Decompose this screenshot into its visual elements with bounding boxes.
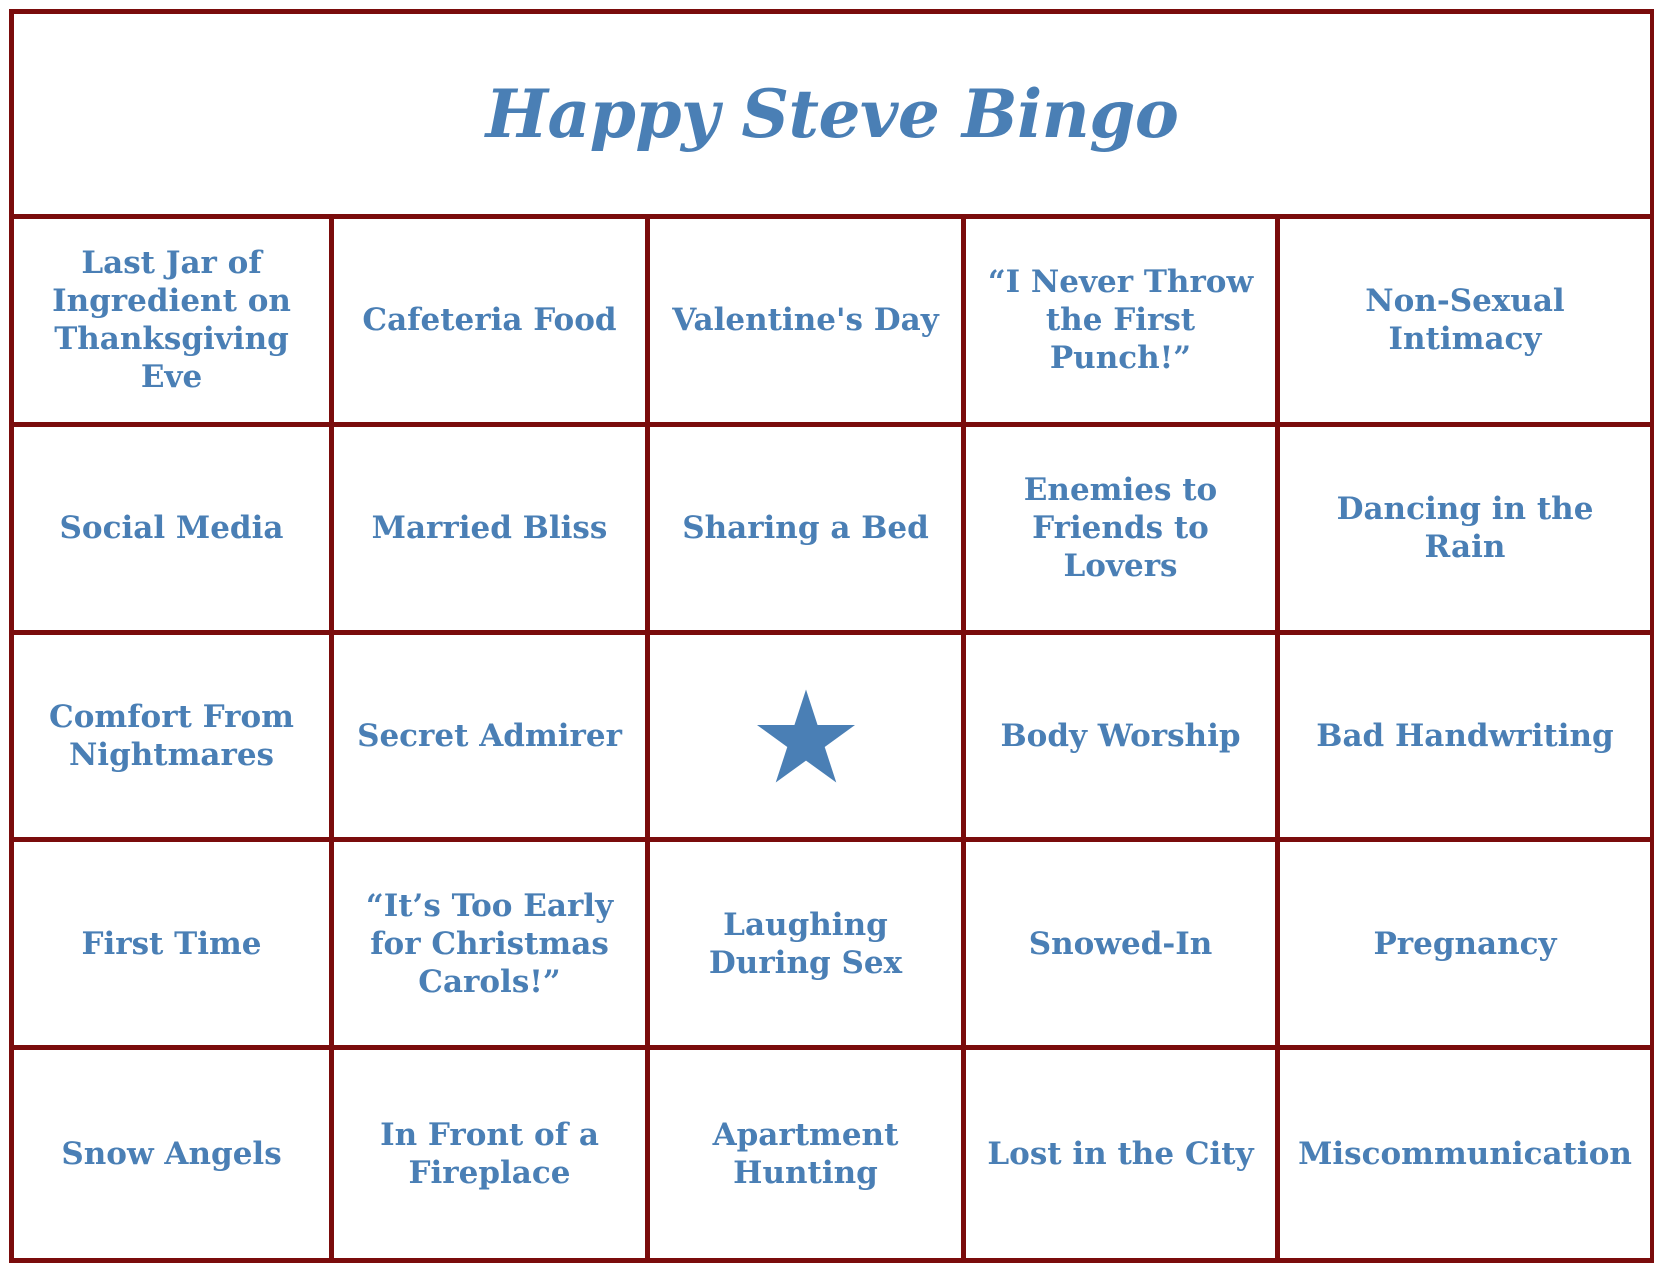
cell-label: Comfort From Nightmares xyxy=(49,698,294,773)
cell-label: Miscommunication xyxy=(1298,1136,1632,1173)
cell-label: Social Media xyxy=(59,510,284,547)
bingo-cell xyxy=(966,1050,1280,1258)
cell-label: Pregnancy xyxy=(1373,925,1557,962)
cell-label: Married Bliss xyxy=(371,510,608,547)
bingo-cell xyxy=(14,427,334,635)
title-cell xyxy=(14,14,1650,219)
cell-label: Sharing a Bed xyxy=(682,510,929,547)
bingo-cell xyxy=(14,1050,334,1258)
cell-label: Lost in the City xyxy=(987,1136,1254,1173)
cell-label: In Front of a Fireplace xyxy=(380,1117,599,1192)
free-space-cell xyxy=(650,635,966,843)
bingo-cell xyxy=(1280,427,1650,635)
bingo-cell xyxy=(650,427,966,635)
cell-label: Enemies to Friends to Lovers xyxy=(1023,472,1218,585)
cell-label: Apartment Hunting xyxy=(712,1117,899,1192)
bingo-card xyxy=(9,9,1654,1263)
cell-label: “It’s Too Early for Christmas Carols!” xyxy=(365,887,614,1000)
bingo-cell xyxy=(650,219,966,427)
cell-label: Non-Sexual Intimacy xyxy=(1365,283,1565,358)
cell-label: Last Jar of Ingredient on Thanksgiving Eve xyxy=(52,245,291,396)
bingo-cell xyxy=(650,1050,966,1258)
cell-label: Cafeteria Food xyxy=(362,302,617,339)
cell-label: Bad Handwriting xyxy=(1316,717,1614,754)
bingo-cell xyxy=(1280,219,1650,427)
cell-label: Dancing in the Rain xyxy=(1336,491,1594,566)
star-icon xyxy=(757,689,855,783)
bingo-cell xyxy=(14,635,334,843)
bingo-cell xyxy=(334,427,650,635)
cell-label: Laughing During Sex xyxy=(708,906,903,981)
cell-label: Secret Admirer xyxy=(357,717,622,754)
bingo-cell xyxy=(1280,1050,1650,1258)
bingo-cell xyxy=(966,842,1280,1050)
bingo-cell xyxy=(966,427,1280,635)
bingo-cell xyxy=(650,842,966,1050)
bingo-cell xyxy=(334,635,650,843)
bingo-cell xyxy=(334,1050,650,1258)
bingo-cell xyxy=(14,842,334,1050)
cell-label: Snowed-In xyxy=(1028,925,1213,962)
page-title: Happy Steve Bingo xyxy=(485,75,1179,153)
cell-label: Valentine's Day xyxy=(672,302,939,339)
bingo-cell xyxy=(334,219,650,427)
cell-label: Snow Angels xyxy=(61,1136,282,1173)
cell-label: “I Never Throw the First Punch!” xyxy=(987,264,1254,377)
bingo-cell xyxy=(966,635,1280,843)
bingo-cell xyxy=(14,219,334,427)
cell-label: Body Worship xyxy=(1000,717,1241,754)
cell-label: First Time xyxy=(81,925,262,962)
bingo-cell xyxy=(334,842,650,1050)
bingo-cell xyxy=(1280,635,1650,843)
bingo-cell xyxy=(1280,842,1650,1050)
bingo-cell xyxy=(966,219,1280,427)
